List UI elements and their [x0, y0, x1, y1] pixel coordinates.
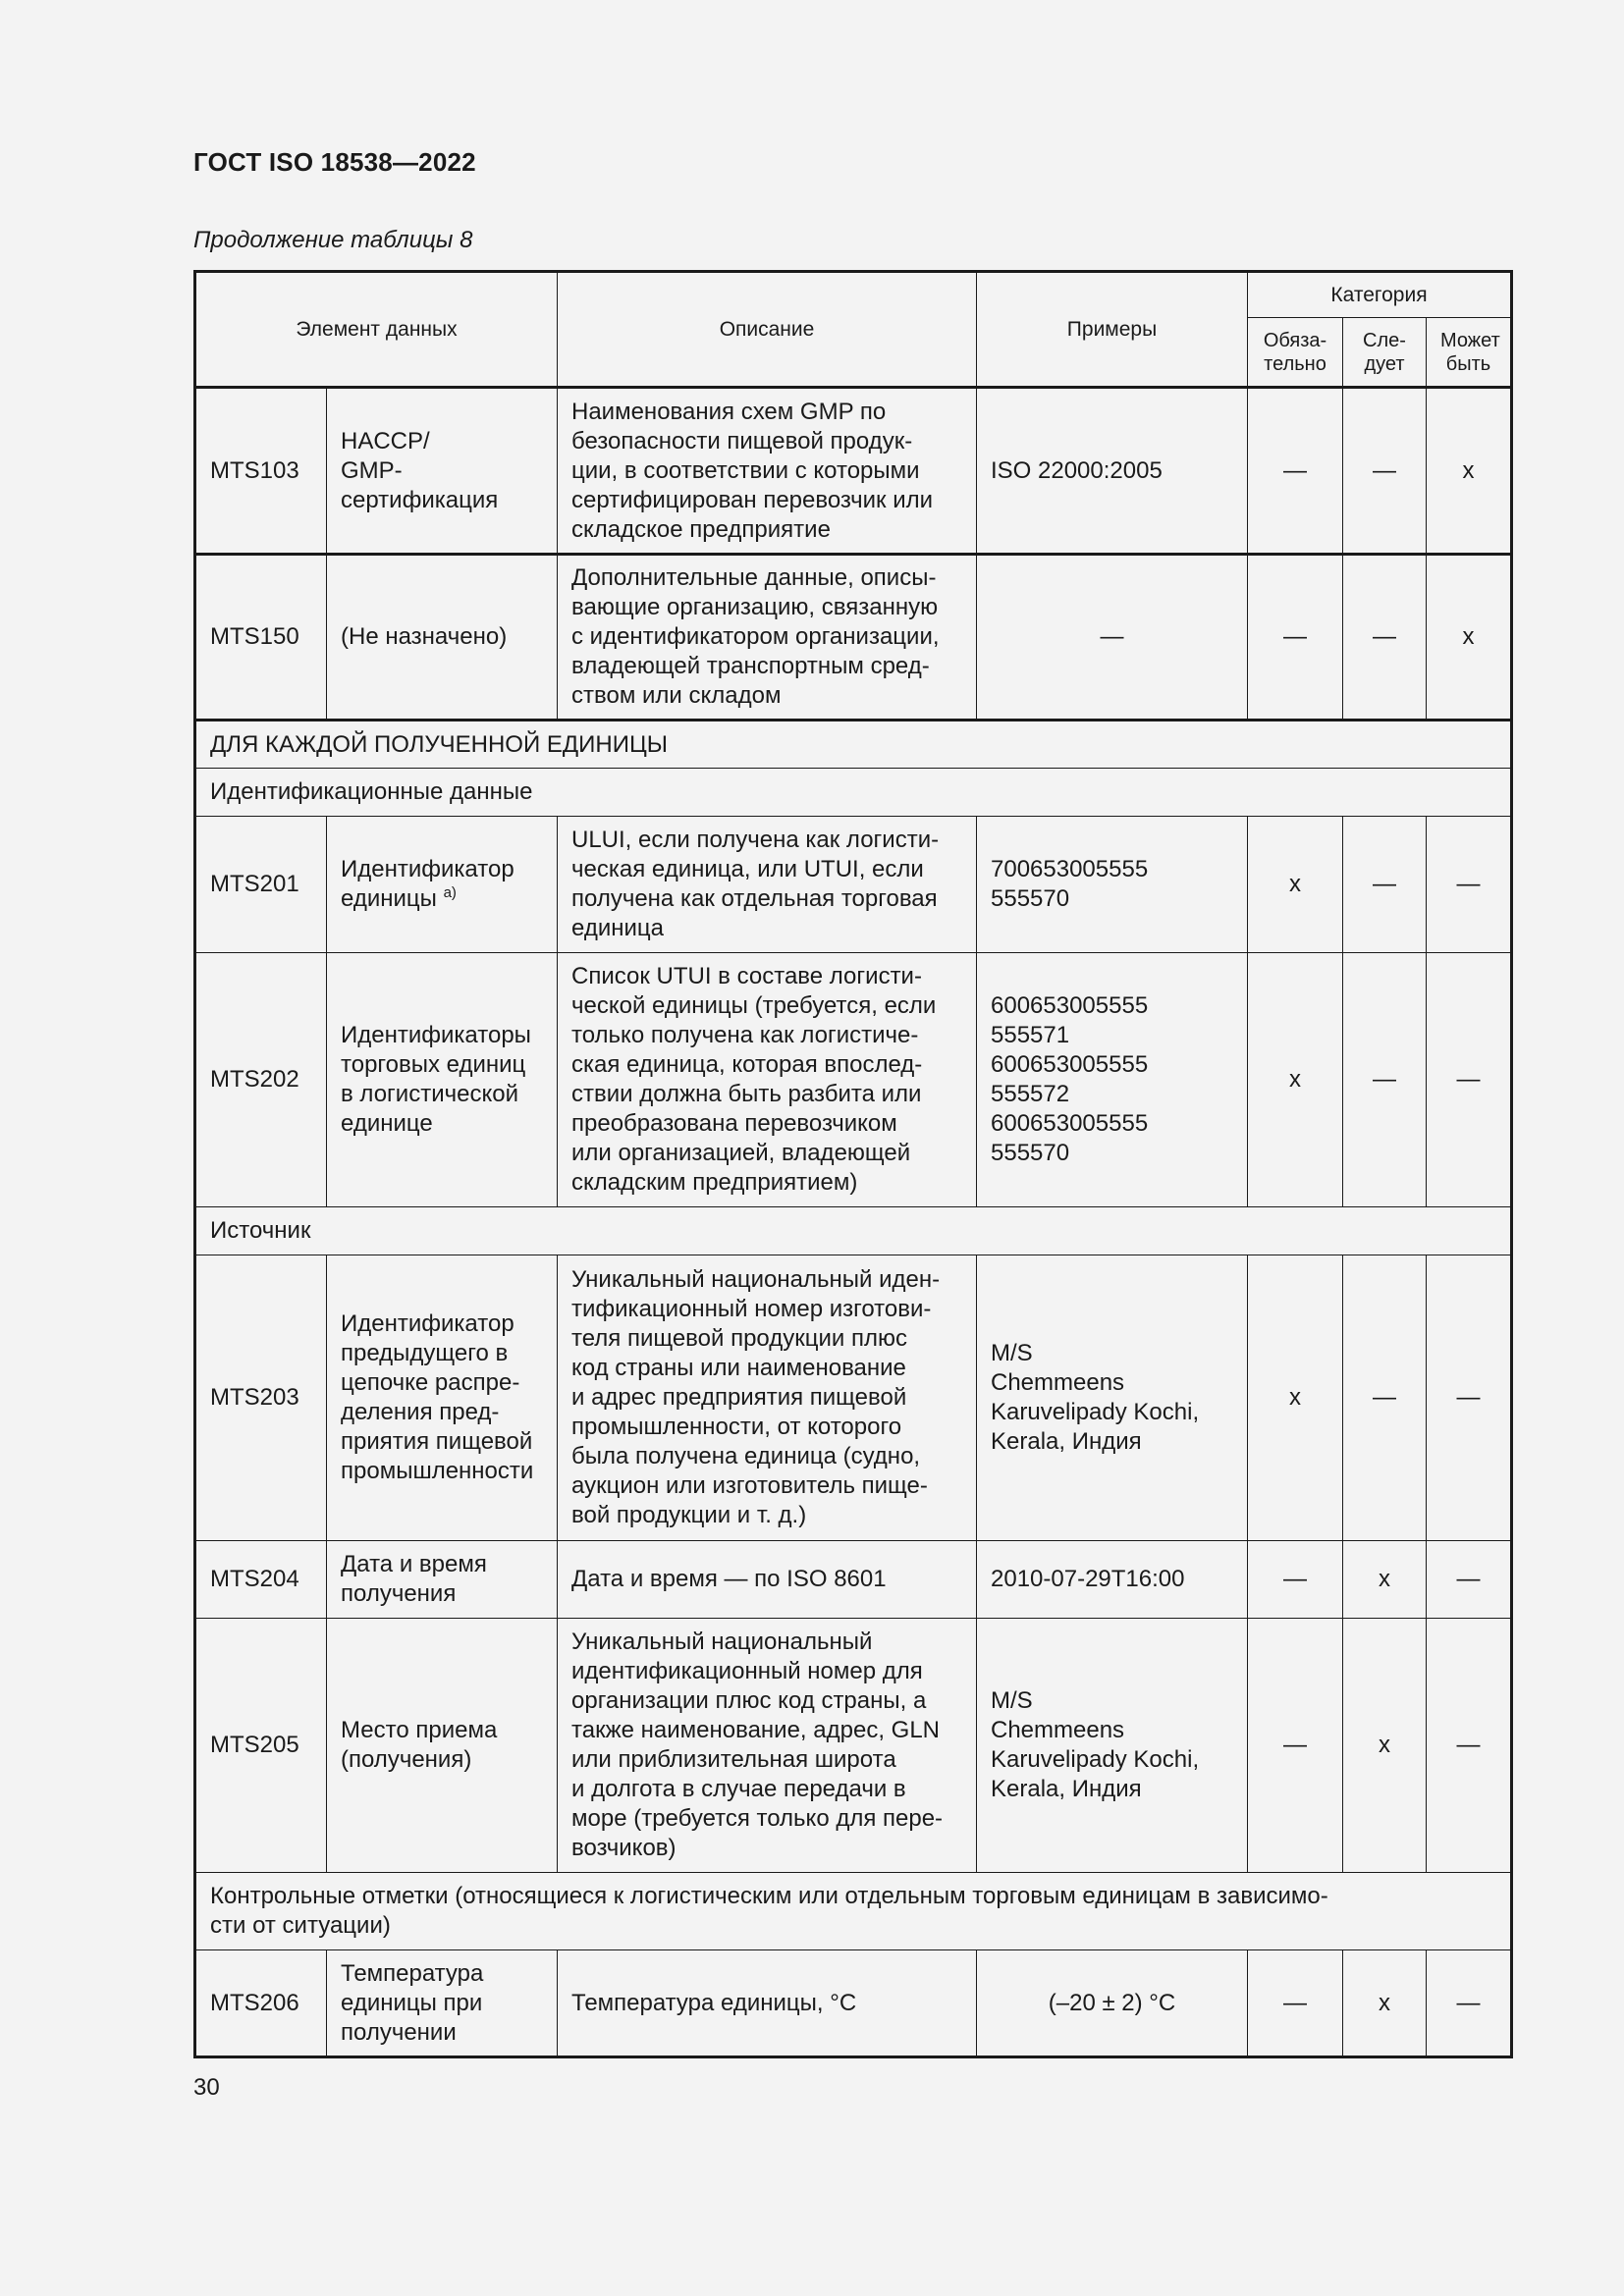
- row-may: x: [1427, 388, 1512, 555]
- document-header: ГОСТ ISO 18538—2022: [193, 147, 476, 177]
- row-code: MTS203: [195, 1255, 327, 1541]
- row-mandatory: —: [1248, 1541, 1343, 1619]
- row-may: —: [1427, 1255, 1512, 1541]
- row-description: Дополнительные данные, описы- вающие организацию, связанную с идентификатором организации, владеющей транспортным сред- ством или складом: [558, 555, 977, 721]
- row-example: 2010-07-29T16:00: [977, 1541, 1248, 1619]
- table-row: [195, 817, 1512, 953]
- section-heading: Идентификационные данные: [195, 769, 1512, 817]
- row-description: Список UTUI в составе логисти- ческой единицы (требуется, если только получена как логистиче- ская единица, которая впослед- ствии должна быть разбита или преобразована перевозчиком или организацией, владеющей складским предприятием): [558, 953, 977, 1207]
- header-should: Сле- дует: [1343, 318, 1427, 388]
- row-code: MTS204: [195, 1541, 327, 1619]
- table-row: [195, 1619, 1512, 1873]
- row-example: (–20 ± 2) °C: [977, 1950, 1248, 2057]
- row-may: —: [1427, 1950, 1512, 2057]
- section-row: [195, 1207, 1512, 1255]
- table-row: [195, 1950, 1512, 2057]
- row-mandatory: —: [1248, 1950, 1343, 2057]
- section-heading: Контрольные отметки (относящиеся к логистическим или отдельным торговым единицам в зависимо- сти от ситуации): [195, 1873, 1512, 1950]
- row-code: MTS202: [195, 953, 327, 1207]
- row-should: x: [1343, 1950, 1427, 2057]
- table-caption: Продолжение таблицы 8: [193, 227, 473, 253]
- row-should: x: [1343, 1619, 1427, 1873]
- row-may: —: [1427, 1541, 1512, 1619]
- row-example: 700653005555 555570: [977, 817, 1248, 953]
- data-table: [193, 270, 1513, 2058]
- row-description: Наименования схем GMP по безопасности пищевой продук- ции, в соответствии с которыми сертифицирован перевозчик или складское предприятие: [558, 388, 977, 555]
- row-description: Дата и время — по ISO 8601: [558, 1541, 977, 1619]
- header-element: Элемент данных: [195, 272, 558, 388]
- section-row: [195, 769, 1512, 817]
- row-description: Температура единицы, °C: [558, 1950, 977, 2057]
- row-element-name-cell: [327, 817, 558, 953]
- row-code: MTS103: [195, 388, 327, 555]
- row-element-name: Идентификатор предыдущего в цепочке распре- деления пред- приятия пищевой промышленности: [327, 1255, 558, 1541]
- row-code: MTS201: [195, 817, 327, 953]
- row-element-name: Температура единицы при получении: [327, 1950, 558, 2057]
- row-example: —: [977, 555, 1248, 721]
- row-example: ISO 22000:2005: [977, 388, 1248, 555]
- row-description: ULUI, если получена как логисти- ческая единица, или UTUI, если получена как отдельная торговая единица: [558, 817, 977, 953]
- section-row: [195, 1873, 1512, 1950]
- row-mandatory: x: [1248, 817, 1343, 953]
- row-element-name: Место приема (получения): [327, 1619, 558, 1873]
- row-should: —: [1343, 388, 1427, 555]
- row-code: MTS150: [195, 555, 327, 721]
- footnote-mark: а): [443, 884, 457, 901]
- row-mandatory: x: [1248, 1255, 1343, 1541]
- row-code: MTS206: [195, 1950, 327, 2057]
- row-element-name: (Не назначено): [327, 555, 558, 721]
- row-mandatory: —: [1248, 388, 1343, 555]
- row-element-name: Идентификатор единицы: [341, 856, 514, 912]
- row-mandatory: —: [1248, 555, 1343, 721]
- row-description: Уникальный национальный иден- тификационный номер изготови- теля пищевой продукции плюс код страны или наименование и адрес предприятия пищевой промышленности, от которого была получена единица (судно, аукцион или изготовитель пище- вой продукции и т. д.): [558, 1255, 977, 1541]
- row-element-name: Идентификаторы торговых единиц в логистической единице: [327, 953, 558, 1207]
- row-may: —: [1427, 953, 1512, 1207]
- row-should: x: [1343, 1541, 1427, 1619]
- header-examples: Примеры: [977, 272, 1248, 388]
- header-mandatory: Обяза- тельно: [1248, 318, 1343, 388]
- table-row: [195, 953, 1512, 1207]
- row-may: —: [1427, 1619, 1512, 1873]
- header-description: Описание: [558, 272, 977, 388]
- row-mandatory: x: [1248, 953, 1343, 1207]
- row-should: —: [1343, 1255, 1427, 1541]
- row-example: M/S Chemmeens Karuvelipady Kochi, Kerala, Индия: [977, 1255, 1248, 1541]
- table-row: [195, 388, 1512, 555]
- row-example: M/S Chemmeens Karuvelipady Kochi, Kerala, Индия: [977, 1619, 1248, 1873]
- page-number: 30: [193, 2074, 220, 2101]
- header-category: Категория: [1248, 272, 1512, 318]
- row-code: MTS205: [195, 1619, 327, 1873]
- row-element-name: Дата и время получения: [327, 1541, 558, 1619]
- header-may: Может быть: [1427, 318, 1512, 388]
- table-row: [195, 1255, 1512, 1541]
- row-should: —: [1343, 953, 1427, 1207]
- row-may: x: [1427, 555, 1512, 721]
- row-mandatory: —: [1248, 1619, 1343, 1873]
- section-row: [195, 721, 1512, 769]
- table-row: [195, 555, 1512, 721]
- table-row: [195, 1541, 1512, 1619]
- row-example: 600653005555 555571 600653005555 555572 600653005555 555570: [977, 953, 1248, 1207]
- section-heading: Источник: [195, 1207, 1512, 1255]
- row-should: —: [1343, 555, 1427, 721]
- row-description: Уникальный национальный идентификационный номер для организации плюс код страны, а также наименование, адрес, GLN или приблизительная широта и долгота в случае передачи в море (требуется только для пере- возчиков): [558, 1619, 977, 1873]
- section-heading: ДЛЯ КАЖДОЙ ПОЛУЧЕННОЙ ЕДИНИЦЫ: [195, 721, 1512, 769]
- row-element-name: HACCP/ GMP- сертификация: [327, 388, 558, 555]
- row-should: —: [1343, 817, 1427, 953]
- row-may: —: [1427, 817, 1512, 953]
